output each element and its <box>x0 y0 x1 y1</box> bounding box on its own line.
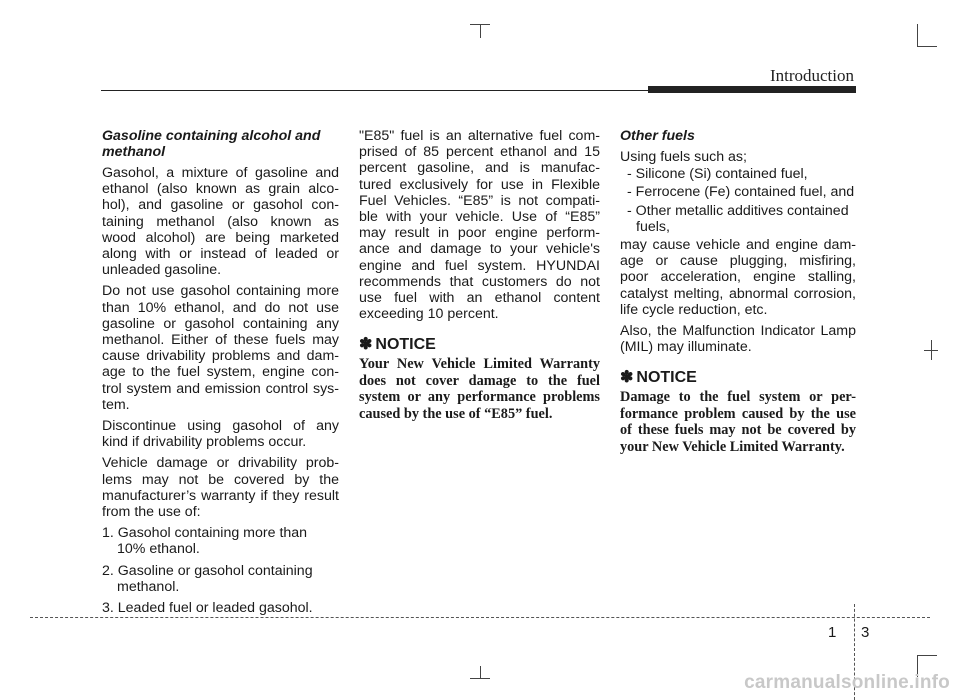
notice-icon: ✽ <box>620 369 634 387</box>
crop-mark-top-center-v <box>480 24 481 38</box>
notice-text: Damage to the fuel system or per-formance problem caused by the use of these fuels may not be covered by your New Vehicle Limited Warranty. <box>620 389 856 455</box>
paragraph: Gasohol, a mixture of gasoline and ethanol (also known as grain alco-hol), and gasoline or gasohol con-taining methanol (also known as wood alcohol) are being marketed along with or instead of leaded or unleaded gasoline. <box>102 165 339 279</box>
notice-title: NOTICE <box>375 336 436 354</box>
list-item: - Silicone (Si) contained fuel, <box>627 166 808 183</box>
paragraph: Do not use gasohol containing more than 10% ethanol, and do not use gasoline or gasohol containing any methanol. Either of these fuels may cause drivability problems and dam-age to the fuel system, engine con-trol system and emission control sys-tem. <box>102 283 339 413</box>
notice-title: NOTICE <box>636 369 697 387</box>
crop-mark-bottom-center-h <box>470 678 490 679</box>
crop-mark-bottom-center-v <box>480 666 481 678</box>
list-item: 2. Gasoline or gasohol containing methanol. <box>102 562 313 595</box>
paragraph: Also, the Malfunction Indicator Lamp (MIL) may illuminate. <box>620 323 856 356</box>
section-title: Introduction <box>769 66 854 85</box>
watermark: carmanualsonline.info <box>744 672 950 693</box>
crop-mark-top-right-v <box>917 24 918 46</box>
paragraph: may cause vehicle and engine dam-age or cause plugging, misfiring, poor acceleration, engine stalling, catalyst melting, abnormal corrosion, life cycle reduction, etc. <box>620 237 856 318</box>
column-left <box>102 128 339 621</box>
heading-gasoline-alcohol: Gasoline containing alcohol and methanol <box>102 128 321 160</box>
page-chapter: 1 <box>828 624 837 641</box>
column-middle <box>359 128 600 422</box>
crop-mark-top-right-h <box>917 46 937 47</box>
paragraph: Discontinue using gasohol of any kind if drivability problems occur. <box>102 418 339 451</box>
paragraph-e85: "E85" fuel is an alternative fuel com-prised of 85 percent ethanol and 15 percent gasoline, and is manufac-tured exclusively for use in Flexible Fuel Vehicles. “E85” is not compati-ble with your vehicle. Use of “E85” may result in poor engine perform-ance and damage to your vehicle's engine and fuel system. HYUNDAI recommends that customers do not use fuel with an ethanol content exceeding 10 percent. <box>359 128 600 323</box>
heading-other-fuels: Other fuels <box>620 128 695 144</box>
notice-text: Your New Vehicle Limited Warranty does not cover damage to the fuel system or any performance problems caused by the use of “E85” fuel. <box>359 356 600 422</box>
footer-divider <box>30 617 930 618</box>
crop-mark-bottom-right-h <box>917 655 937 656</box>
header-rule-accent <box>648 86 856 93</box>
page-number: 3 <box>861 624 870 641</box>
paragraph: Vehicle damage or drivability prob-lems may not be covered by the manufacturer’s warranty if they result from the use of: <box>102 455 339 521</box>
list-item: - Other metallic additives contained fuels, <box>627 202 849 235</box>
notice-heading <box>620 369 856 387</box>
list-item: - Ferrocene (Fe) contained fuel, and <box>627 184 855 201</box>
column-right <box>620 128 856 455</box>
intro-text: Using fuels such as; <box>620 149 747 165</box>
notice-heading <box>359 336 600 354</box>
list-item: 1. Gasohol containing more than 10% ethanol. <box>102 525 308 558</box>
crop-mark-right-mid-v <box>931 340 932 360</box>
notice-icon: ✽ <box>359 336 373 354</box>
list-item: 3. Leaded fuel or leaded gasohol. <box>102 600 313 617</box>
